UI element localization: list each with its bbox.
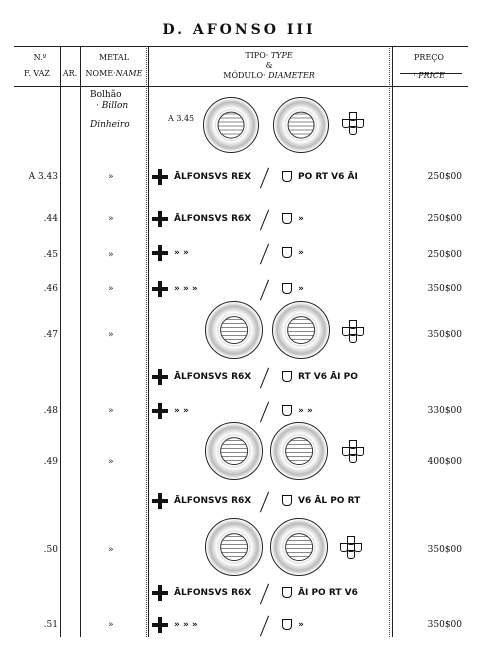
page-title: D. AFONSO III: [162, 22, 316, 38]
column-divider: [60, 46, 61, 637]
catalogue-number: .47: [43, 330, 58, 340]
obverse-legend: ĀLFONSVS REX: [174, 172, 252, 182]
price-value: 250$00: [427, 172, 462, 182]
cross-icon: [152, 403, 168, 419]
quinas-shield-icon: [342, 440, 362, 460]
divider-slash: [260, 584, 269, 605]
shield-icon: [282, 495, 292, 506]
catalogue-number: .46: [43, 284, 58, 294]
coin-reverse-image: [272, 301, 330, 359]
reverse-legend: »: [298, 248, 304, 258]
header-diameter: [150, 70, 388, 81]
catalogue-number: .50: [43, 545, 58, 555]
catalogue-number: .48: [43, 406, 58, 416]
reverse-legend: »: [298, 620, 304, 630]
shield-icon: [282, 405, 292, 416]
coin-obverse-image: [205, 301, 263, 359]
shield-icon: [282, 619, 292, 630]
header-no: N.º: [33, 53, 47, 62]
catalogue-number: .44: [43, 214, 58, 224]
catalogue-number: .51: [43, 620, 58, 630]
coin-reverse-image: [273, 97, 329, 153]
header-type-en: TYPE: [270, 51, 293, 60]
header-tipo: TIPO·: [245, 51, 269, 60]
divider-slash: [260, 244, 269, 265]
shield-icon: [282, 371, 292, 382]
column-divider: [389, 46, 390, 637]
reverse-legend: » »: [298, 406, 313, 416]
metal-ditto: »: [108, 214, 114, 224]
header-metal: METAL: [98, 53, 130, 62]
price-value: 400$00: [427, 457, 462, 467]
obverse-legend: ĀLFONSVS R6X: [174, 214, 252, 224]
obverse-legend: » » »: [174, 284, 198, 294]
quinas-shield-icon: [342, 112, 362, 132]
divider-slash: [260, 368, 269, 389]
cross-icon: [152, 169, 168, 185]
divider-slash: [260, 280, 269, 301]
obverse-legend: ĀLFONSVS R6X: [174, 588, 252, 598]
shield-icon: [282, 171, 292, 182]
quinas-shield-icon: [340, 536, 360, 556]
price-value: 350$00: [427, 545, 462, 555]
column-divider: [80, 46, 81, 637]
header-fvaz: F. VAZ: [24, 69, 50, 78]
obverse-legend: ĀLFONSVS R6X: [174, 372, 252, 382]
coin-obverse-image: [205, 518, 263, 576]
metal-ditto: »: [108, 545, 114, 555]
header-amp: &: [265, 61, 273, 70]
cross-icon: [152, 281, 168, 297]
coin-obverse-image: [205, 422, 263, 480]
header-price: · PRICE: [413, 71, 445, 80]
reverse-legend: »: [298, 214, 304, 224]
obverse-legend: » » »: [174, 620, 198, 630]
price-value: 250$00: [427, 214, 462, 224]
cross-icon: [152, 245, 168, 261]
catalogue-number: .49: [43, 457, 58, 467]
header-ar: AR.: [62, 69, 78, 78]
metal-ditto: »: [108, 284, 114, 294]
price-value: 350$00: [427, 284, 462, 294]
price-value: 350$00: [427, 620, 462, 630]
header-diameter-en: DIAMETER: [268, 71, 315, 80]
column-divider: [146, 46, 147, 637]
divider-slash: [260, 168, 269, 189]
shield-icon: [282, 213, 292, 224]
header-nome: NOME·: [85, 69, 116, 78]
metal-value: Bolhão: [90, 90, 122, 100]
price-value: 350$00: [427, 330, 462, 340]
coin-obverse-image: [203, 97, 259, 153]
coin-reverse-image: [270, 422, 328, 480]
coin-reference: A 3.45: [168, 114, 195, 123]
header-name: [82, 68, 146, 79]
metal-ditto: »: [108, 172, 114, 182]
divider-slash: [260, 616, 269, 637]
catalogue-number: .45: [43, 250, 58, 260]
metal-ditto: »: [108, 620, 114, 630]
metal-ditto: »: [108, 406, 114, 416]
quinas-shield-icon: [342, 320, 362, 340]
reverse-legend: RT V6 ĀI PO: [298, 372, 358, 382]
obverse-legend: » »: [174, 248, 189, 258]
cross-icon: [152, 369, 168, 385]
metal-ditto: »: [108, 457, 114, 467]
divider-slash: [260, 402, 269, 423]
table-header-rule: [14, 86, 468, 87]
reverse-legend: ĀI PO RT V6: [298, 588, 358, 598]
shield-icon: [282, 283, 292, 294]
cross-icon: [152, 617, 168, 633]
obverse-legend: ĀLFONSVS R6X: [174, 496, 252, 506]
metal-value-en: · Billon: [96, 101, 129, 111]
metal-ditto: »: [108, 330, 114, 340]
divider-slash: [260, 210, 269, 231]
cross-icon: [152, 211, 168, 227]
reverse-legend: PO RT V6 ĀI: [298, 172, 358, 182]
shield-icon: [282, 247, 292, 258]
coin-name: Dinheiro: [90, 120, 130, 130]
coin-reverse-image: [270, 518, 328, 576]
catalogue-number: A 3.43: [28, 172, 58, 182]
price-value: 250$00: [427, 250, 462, 260]
reverse-legend: V6 ĀL PO RT: [298, 496, 361, 506]
metal-ditto: »: [108, 250, 114, 260]
obverse-legend: » »: [174, 406, 189, 416]
divider-slash: [260, 492, 269, 513]
header-preco: PREÇO: [414, 53, 444, 62]
header-modulo: MÓDULO·: [223, 71, 266, 80]
shield-icon: [282, 587, 292, 598]
price-value: 330$00: [427, 406, 462, 416]
column-divider: [148, 46, 149, 637]
header-name-en: NAME: [115, 69, 143, 78]
cross-icon: [152, 493, 168, 509]
table-top-rule: [14, 46, 468, 47]
cross-icon: [152, 585, 168, 601]
reverse-legend: »: [298, 284, 304, 294]
